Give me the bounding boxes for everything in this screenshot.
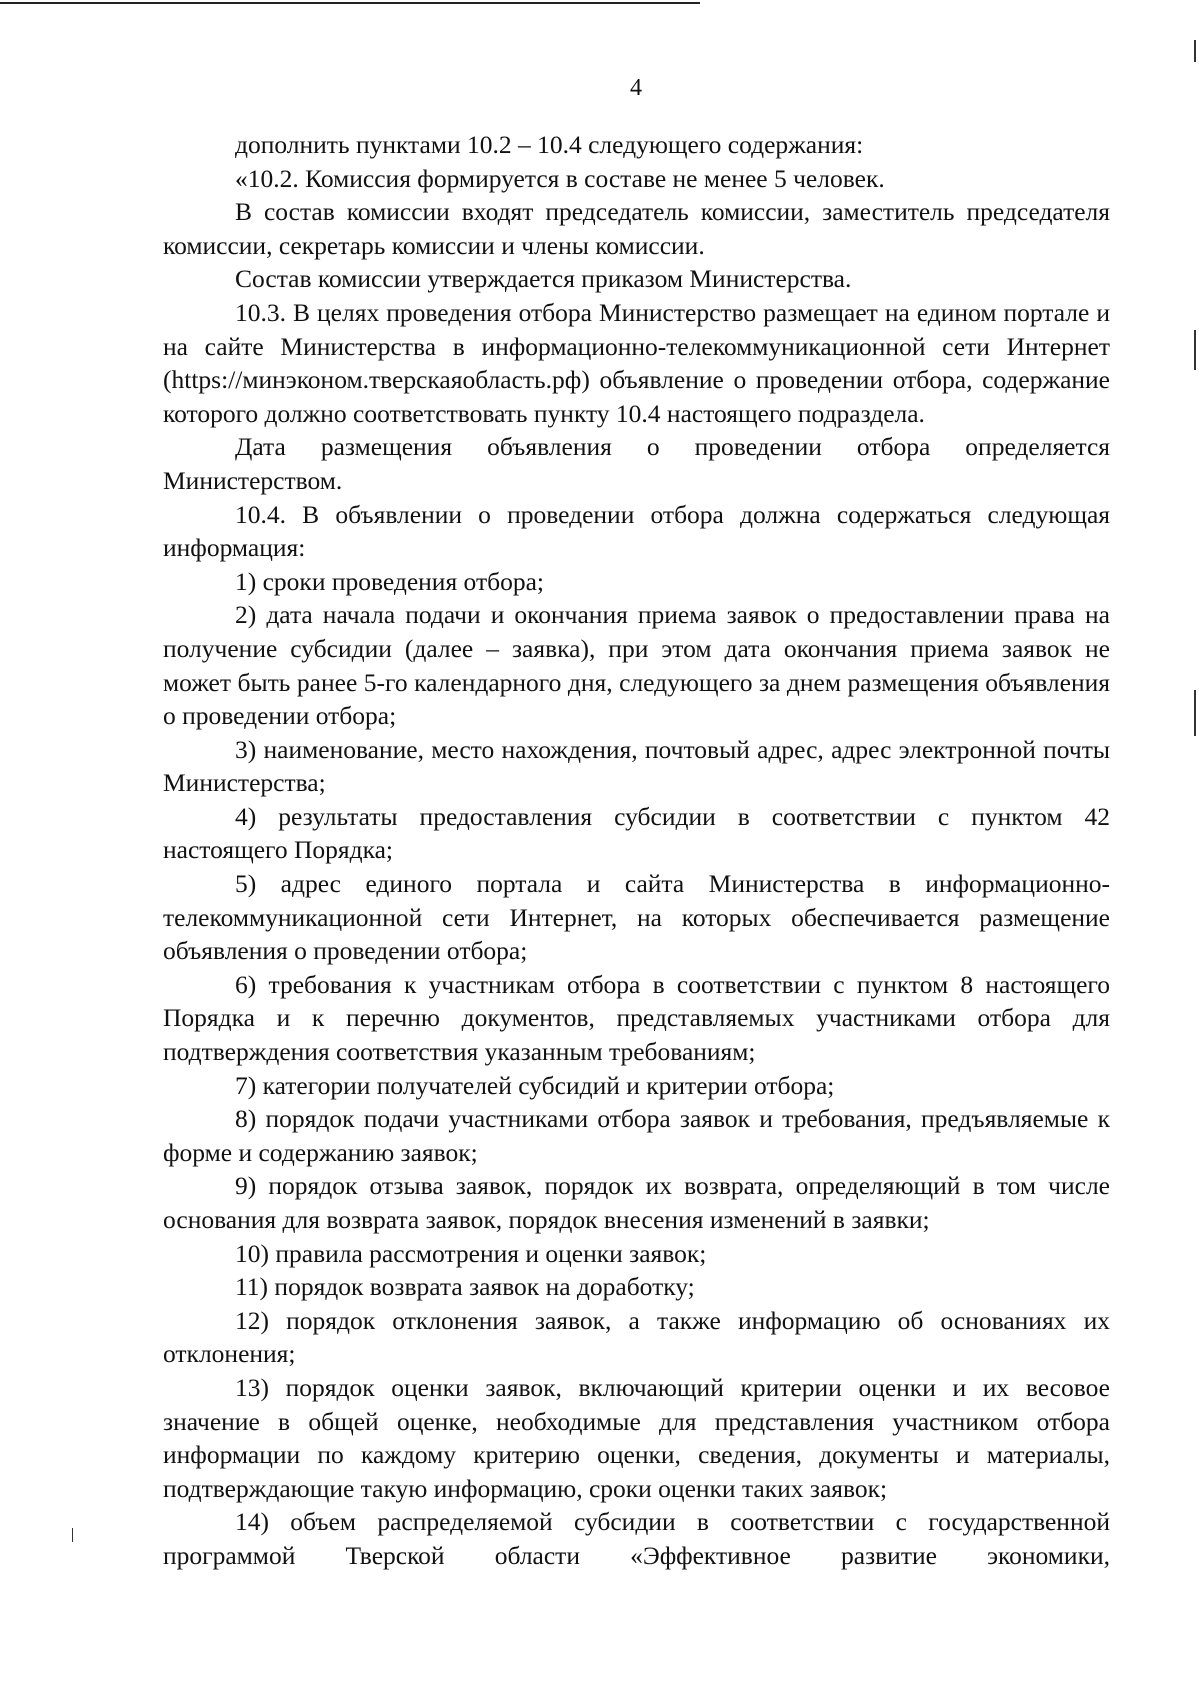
paragraph: 10.4. В объявлении о проведении отбора должна содержаться следующая информация: bbox=[163, 499, 1110, 563]
scan-margin-mark bbox=[1194, 40, 1196, 62]
paragraph: дополнить пунктами 10.2 – 10.4 следующего содержания: bbox=[235, 130, 864, 159]
paragraph: «10.2. Комиссия формируется в составе не менее 5 человек. bbox=[235, 163, 885, 193]
scan-margin-mark bbox=[1194, 690, 1196, 736]
paragraph: 5) адрес единого портала и сайта Министерства в информационно-телекоммуникационной сети Интернет, на которых обеспечивается размещение объявления о проведении отбора; bbox=[163, 869, 1110, 966]
scan-speck bbox=[72, 1528, 73, 1542]
paragraph: Состав комиссии утверждается приказом Министерства. bbox=[235, 264, 852, 294]
paragraph: В состав комиссии входят председатель комиссии, заместитель председателя комиссии, секретарь комиссии и члены комиссии. bbox=[163, 197, 1110, 260]
paragraph: 14) объем распределяемой субсидии в соответствии с государственной программой Тверской области «Эффективное развитие экономики, bbox=[163, 1507, 1110, 1570]
paragraph: 7) категории получателей субсидий и критерии отбора; bbox=[235, 1070, 835, 1100]
paragraph: Дата размещения объявления о проведении отбора определяется Министерством. bbox=[163, 432, 1110, 495]
paragraph: 4) результаты предоставления субсидии в соответствии с пунктом 42 настоящего Порядка; bbox=[163, 801, 1110, 865]
paragraph: 9) порядок отзыва заявок, порядок их возврата, определяющий в том числе основания для возврата заявок, порядок внесения изменений в заявки; bbox=[163, 1171, 1110, 1234]
paragraph: 10.3. В целях проведения отбора Министерство размещает на едином портале и на сайте Министерства в информационно-телекоммуникационной сети Интернет (https://минэконом.тверскаяобласть.рф) объявление о проведении отбора, содержание которого должно соответствовать пункту 10.4 настоящего подраздела. bbox=[163, 297, 1110, 428]
paragraph: 3) наименование, место нахождения, почтовый адрес, адрес электронной почты Министерства; bbox=[163, 734, 1110, 798]
scan-edge-line bbox=[0, 2, 700, 4]
paragraph: 8) порядок подачи участниками отбора заявок и требования, предъявляемые к форме и содержанию заявок; bbox=[163, 1104, 1110, 1167]
paragraph: 2) дата начала подачи и окончания приема заявок о предоставлении права на получение субсидии (далее – заявка), при этом дата окончания приема заявок не может быть ранее 5-го календарного дня, следующего за днем размещения объявления о проведении отбора; bbox=[163, 600, 1110, 731]
paragraph: 11) порядок возврата заявок на доработку; bbox=[235, 1272, 695, 1302]
paragraph: 6) требования к участникам отбора в соответствии с пунктом 8 настоящего Порядка и к перечню документов, представляемых участниками отбора для подтверждения соответствия указанным требованиям; bbox=[163, 969, 1110, 1067]
page-number: 4 bbox=[630, 75, 642, 101]
paragraph: 1) сроки проведения отбора; bbox=[235, 566, 544, 596]
document-body bbox=[163, 128, 1110, 1573]
paragraph: 13) порядок оценки заявок, включающий критерии оценки и их весовое значение в общей оценке, необходимые для представления участником отбора информации по каждому критерию оценки, сведения, документы и материалы, подтверждающие такую информацию, сроки оценки таких заявок; bbox=[163, 1372, 1110, 1503]
paragraph: 10) правила рассмотрения и оценки заявок; bbox=[235, 1238, 707, 1268]
scan-margin-mark bbox=[1194, 330, 1196, 370]
paragraph: 12) порядок отклонения заявок, а также информацию об основаниях их отклонения; bbox=[163, 1305, 1110, 1369]
